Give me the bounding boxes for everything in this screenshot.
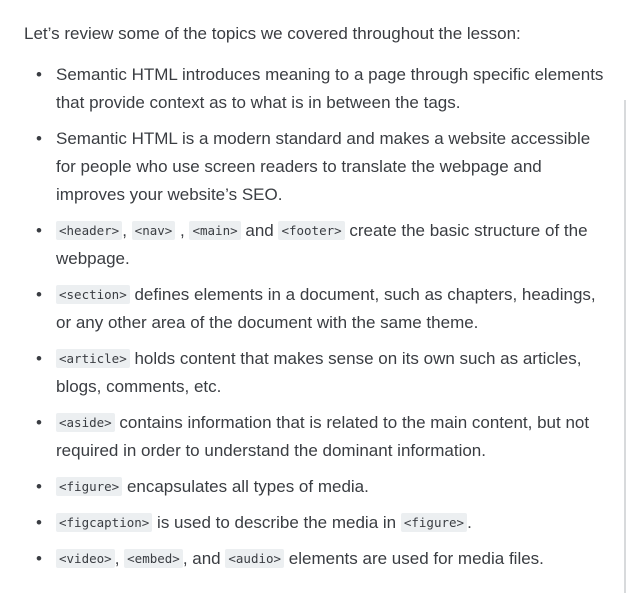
topics-list	[24, 61, 604, 573]
bullet-icon: •	[36, 413, 42, 432]
item-text: encapsulates all types of media.	[122, 477, 369, 496]
code-tag-section: <section>	[56, 285, 130, 304]
code-tag-aside: <aside>	[56, 413, 115, 432]
list-item	[24, 281, 604, 337]
separator: , and	[182, 549, 226, 568]
item-text: contains information that is related to the main content, but not required in order to understand the dominant information.	[56, 413, 590, 460]
bullet-icon: •	[36, 129, 42, 148]
bullet-icon: •	[36, 549, 42, 568]
code-tag-video: <video>	[56, 549, 115, 568]
item-text: holds content that makes sense on its own such as articles, blogs, comments, etc.	[56, 349, 582, 396]
bullet-icon: •	[36, 477, 42, 496]
code-tag-figcaption: <figcaption>	[56, 513, 152, 532]
bullet-icon: •	[36, 349, 42, 368]
list-item	[24, 345, 604, 401]
item-text: is used to describe the media in	[152, 513, 401, 532]
list-item	[24, 125, 604, 209]
list-item	[24, 217, 604, 273]
code-tag-embed: <embed>	[124, 549, 183, 568]
separator: ,	[114, 549, 125, 568]
item-text: create the basic structure of the webpage.	[56, 221, 588, 268]
list-item	[24, 61, 604, 117]
separator: ,	[175, 221, 190, 240]
bullet-icon: •	[36, 285, 42, 304]
item-text-end: .	[467, 513, 472, 532]
separator: ,	[122, 221, 132, 240]
item-text: Semantic HTML is a modern standard and makes a website accessible for people who use screen readers to translate the webpage and improves your website’s SEO.	[56, 129, 591, 204]
intro-text: Let’s review some of the topics we covered throughout the lesson:	[24, 24, 521, 43]
bullet-icon: •	[36, 513, 42, 532]
code-tag-article: <article>	[56, 349, 130, 368]
code-tag-audio: <audio>	[225, 549, 284, 568]
code-tag-figure: <figure>	[401, 513, 467, 532]
lesson-summary	[24, 20, 604, 581]
code-tag-figure: <figure>	[56, 477, 122, 496]
list-item	[24, 473, 604, 501]
item-text: Semantic HTML introduces meaning to a page through specific elements that provide context as to what is in between the tags.	[56, 65, 604, 112]
separator: and	[240, 221, 279, 240]
code-tag-footer: <footer>	[278, 221, 344, 240]
code-tag-main: <main>	[189, 221, 240, 240]
code-tag-header: <header>	[56, 221, 122, 240]
bullet-icon: •	[36, 221, 42, 240]
bullet-icon: •	[36, 65, 42, 84]
list-item	[24, 545, 604, 573]
item-text: defines elements in a document, such as chapters, headings, or any other area of the document with the same theme.	[56, 285, 596, 332]
code-tag-nav: <nav>	[132, 221, 176, 240]
list-item	[24, 509, 604, 537]
list-item	[24, 409, 604, 465]
item-text: elements are used for media files.	[284, 549, 544, 568]
